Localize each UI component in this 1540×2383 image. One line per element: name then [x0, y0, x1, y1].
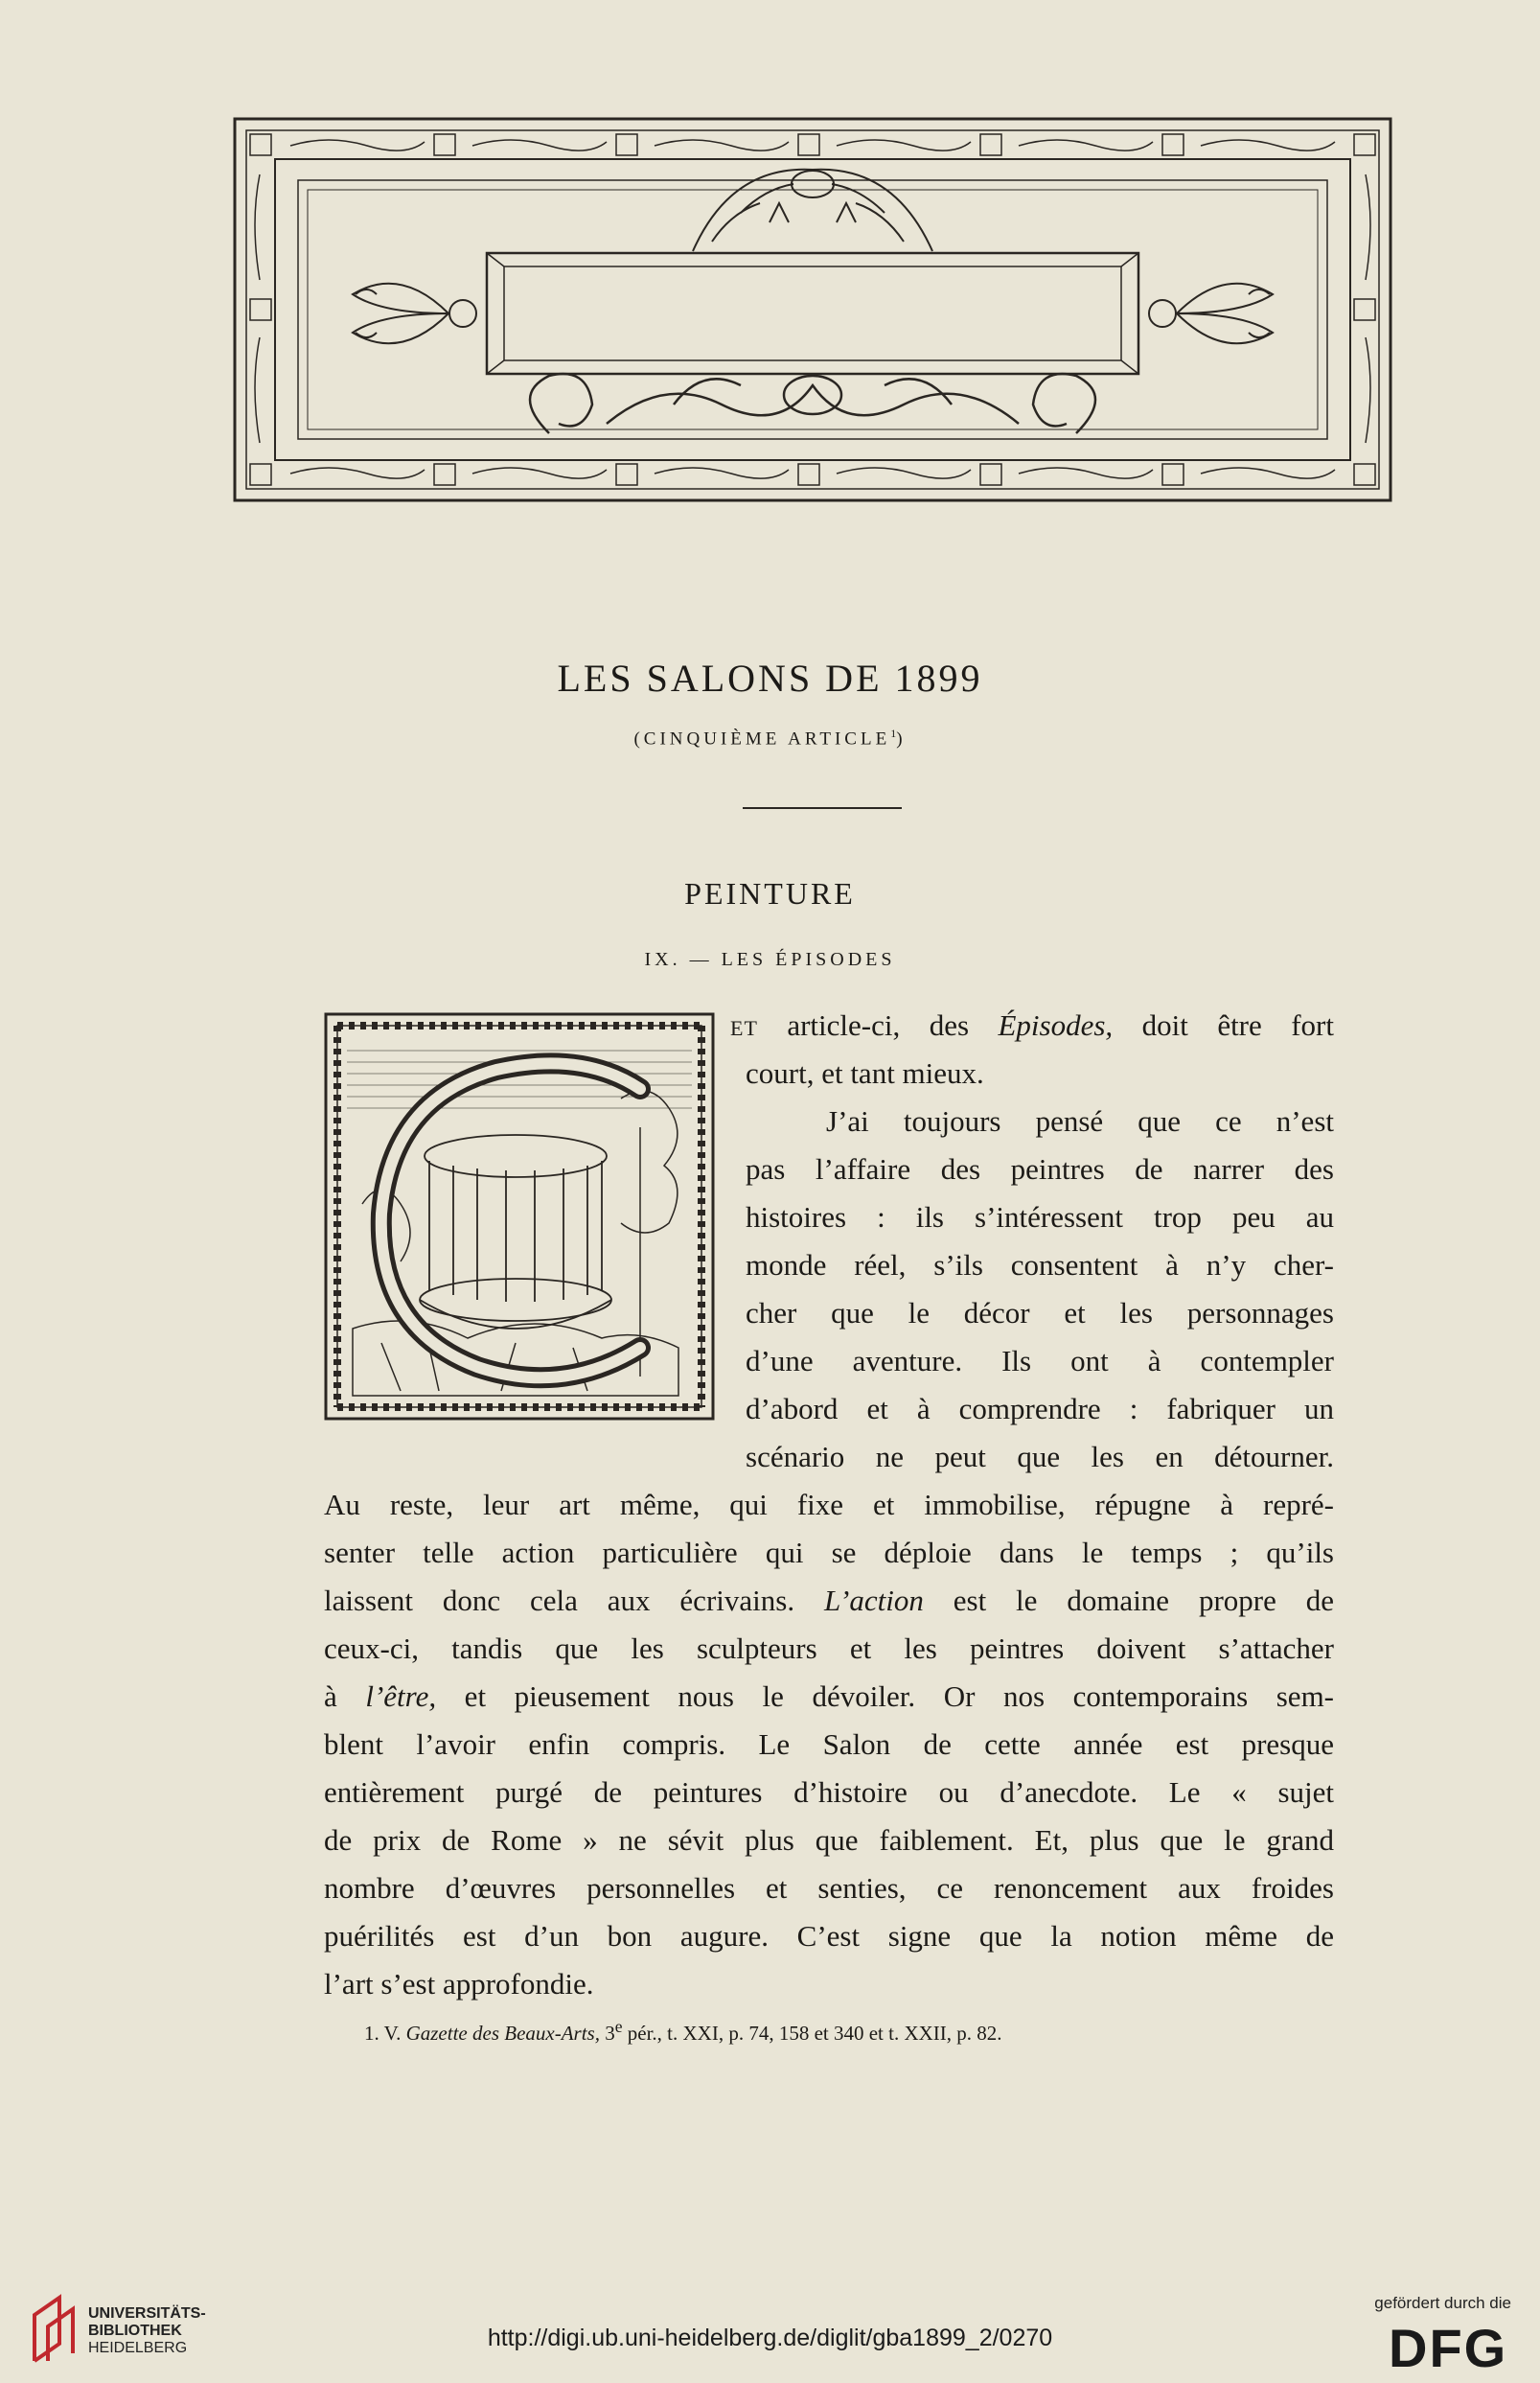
body-line: ET article-ci, des Épisodes, doit être fort: [730, 1008, 1334, 1042]
footnote-journal: Gazette des Beaux-Arts,: [405, 2022, 600, 2045]
body-line: court, et tant mieux.: [746, 1056, 984, 1090]
footnote-marker: 1: [890, 727, 897, 740]
body-line: J’ai toujours pensé que ce n’est: [826, 1104, 1334, 1138]
body-line: l’art s’est approfondie.: [324, 1967, 594, 2001]
body-line: histoires : ils s’intéressent trop peu au: [746, 1200, 1334, 1234]
body-line: de prix de Rome » ne sévit plus que faiblement. Et, plus que le grand: [324, 1823, 1334, 1857]
library-line-3: HEIDELBERG: [88, 2340, 188, 2356]
body-line: Au reste, leur art même, qui fixe et immobilise, répugne à repré-: [324, 1488, 1334, 1521]
body-line: monde réel, s’ils consentent à n’y cher-: [746, 1248, 1334, 1282]
body-line: nombre d’œuvres personnelles et senties, ce renoncement aux froides: [324, 1871, 1334, 1905]
body-line: blent l’avoir enfin compris. Le Salon de cette année est presque: [324, 1727, 1334, 1761]
article-subtitle: [0, 727, 1540, 750]
body-line: cher que le décor et les personnages: [746, 1296, 1334, 1330]
footer: [0, 2267, 1540, 2383]
body-line: d’une aventure. Ils ont à contempler: [746, 1344, 1334, 1377]
body-line: ceux-ci, tandis que les sculpteurs et les peintres doivent s’attacher: [324, 1631, 1334, 1665]
action-italic: L’action: [823, 1584, 924, 1617]
body-line: entièrement purgé de peintures d’histoire ou d’anecdote. Le « sujet: [324, 1775, 1334, 1809]
header-ornament: [233, 117, 1392, 502]
body-line: pas l’affaire des peintres de narrer des: [746, 1152, 1334, 1186]
subtitle-close: ): [896, 729, 907, 750]
line-lead: ET: [730, 1016, 758, 1040]
dfg-logo-text: DFG: [1389, 2319, 1508, 2371]
body-line: d’abord et à comprendre : fabriquer un: [746, 1392, 1334, 1425]
body-line: puérilités est d’un bon augure. C’est signe que la notion même de: [324, 1919, 1334, 1953]
library-line-2: BIBLIOTHEK: [88, 2323, 182, 2339]
footnote: 1. V. Gazette des Beaux-Arts, 3e pér., t. XXI, p. 74, 158 et 340 et t. XXII, p. 82.: [364, 2017, 1002, 2045]
dropcap-illustration: [324, 1012, 715, 1421]
body-line: laissent donc cela aux écrivains. L’action est le domaine propre de: [324, 1584, 1334, 1617]
divider-rule: [743, 807, 902, 809]
episodes-italic: Épisodes,: [998, 1008, 1114, 1042]
library-line-1: UNIVERSITÄTS-: [88, 2305, 206, 2322]
subtitle-text: (CINQUIÈME ARTICLE: [633, 729, 891, 750]
body-line: scénario ne peut que les en détourner.: [746, 1440, 1334, 1473]
funded-by-label: gefördert durch die: [1374, 2294, 1511, 2312]
body-line: à l’être, et pieusement nous le dévoiler. Or nos contemporains sem-: [324, 1679, 1334, 1713]
section-title: PEINTURE: [684, 876, 856, 911]
dfg-logo: [1387, 2319, 1511, 2371]
body-line: senter telle action particulière qui se déploie dans le temps ; qu’ils: [324, 1536, 1334, 1569]
source-url[interactable]: http://digi.ub.uni-heidelberg.de/diglit/gba1899_2/0270: [487, 2325, 1053, 2351]
subsection-title: IX. — LES ÉPISODES: [644, 949, 896, 970]
etre-italic: l’être,: [365, 1679, 437, 1713]
article-title: LES SALONS DE 1899: [557, 657, 983, 700]
